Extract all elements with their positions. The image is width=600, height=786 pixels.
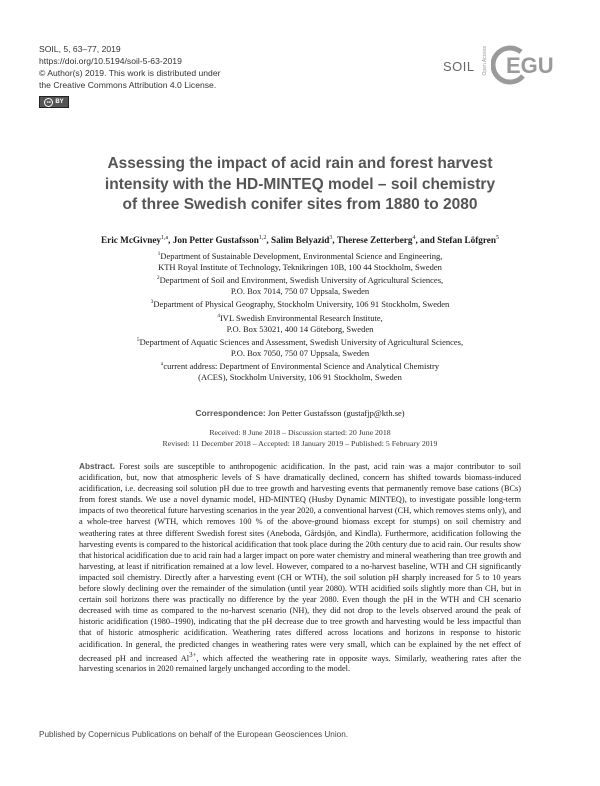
by-label: BY [55, 99, 64, 105]
author: Stefan Löfgren$^5$ [437, 235, 499, 246]
publisher-footer: Published by Copernicus Publications on behalf of the European Geosciences Union. [39, 730, 349, 739]
author: Therese Zetterberg$^4$ [336, 235, 416, 246]
abstract [79, 461, 521, 675]
affiliation-cont: P.O. Box 7014, 750 07 Uppsala, Sweden [230, 286, 370, 297]
author: Jon Petter Gustafsson$^{1,2}$ [172, 235, 267, 246]
doi-link[interactable]: https://doi.org/10.5194/soil-5-63-2019 [39, 56, 182, 66]
affiliation: $^3$Department of Physical Geography, Stockholm University, 106 91 Stockholm, Sweden [150, 299, 450, 310]
article-metadata [39, 43, 220, 91]
egu-logo-icon [491, 45, 563, 85]
title-line: of three Swedish conifer sites from 1880 to 2080 [122, 196, 478, 213]
open-access-label: Open Access [482, 46, 488, 76]
affiliations [80, 249, 520, 383]
journal-name: SOIL [443, 59, 475, 74]
affiliation: $^5$Department of Aquatic Sciences and Assessment, Swedish University of Agricultural Sciences, [136, 336, 464, 347]
abstract-label: Abstract. [79, 461, 115, 471]
title-line: intensity with the HD-MINTEQ model – soil chemistry [104, 175, 496, 193]
article-title [60, 154, 540, 216]
affiliation: $^a$current address: Department of Environmental Science and Analytical Chemistry [160, 360, 440, 371]
dates-line: Received: 8 June 2018 – Discussion started: 20 June 2018 [209, 428, 391, 437]
author: Eric McGivney$^{1,a}$ [101, 235, 169, 246]
copyright-line: © Author(s) 2019. This work is distributed under [39, 68, 221, 78]
publication-dates [60, 427, 540, 449]
dates-line: Revised: 11 December 2018 – Accepted: 18 January 2019 – Published: 5 February 2019 [162, 439, 438, 448]
affiliation: $^1$Department of Sustainable Development, Environmental Science and Engineering, [157, 250, 443, 261]
correspondence-label: Correspondence: [195, 408, 266, 418]
affiliation-cont: KTH Royal Institute of Technology, Teknikringen 10B, 100 44 Stockholm, Sweden [158, 262, 442, 273]
copyright-line: the Creative Commons Attribution 4.0 License. [39, 80, 217, 90]
journal-logo [443, 45, 563, 85]
author: Salim Belyazid$^3$ [270, 235, 333, 246]
abstract-text-end: , which affected the weathering rate in opposite ways. Similarly, weathering rates after the harvesting scenarios in 2020 remained largely unchanged according to the model. [79, 653, 521, 674]
affiliation-cont: (ACES), Stockholm University, 106 91 Stockholm, Sweden [198, 372, 402, 382]
correspondence-email[interactable]: Jon Petter Gustafsson (gustafjp@kth.se) [267, 408, 405, 418]
cc-label: cc [44, 98, 53, 107]
egu-logo-text: EGU [506, 53, 554, 78]
title-line: Assessing the impact of acid rain and forest harvest [107, 155, 493, 172]
author-list: Eric McGivney$^{1,a}$, Jon Petter Gustafsson$^{1,2}$, Salim Belyazid$^3$, Therese Zetterberg$^4$, and Stefan Löfgren$^5$ [101, 235, 499, 246]
affiliation-cont: P.O. Box 7050, 750 07 Uppsala, Sweden [230, 347, 370, 358]
citation: SOIL, 5, 63–77, 2019 [39, 44, 121, 54]
ion-charge: 3+ [189, 651, 197, 659]
affiliation-cont: P.O. Box 53021, 400 14 Göteborg, Sweden [226, 323, 374, 334]
cc-by-license-icon[interactable] [39, 96, 69, 108]
affiliation: $^2$Department of Soil and Environment, Swedish University of Agricultural Sciences, [156, 275, 444, 286]
correspondence [80, 408, 520, 418]
affiliation: $^4$IVL Swedish Environmental Research Institute, [217, 312, 383, 323]
abstract-text: Forest soils are susceptible to anthropogenic acidification. In the past, acid rain was a major contributor to soil acidification, but, now that atmospheric levels of S have dramatically declined, concern has shifted towards biomass-induced acidification, i.e. decreasing soil solution pH due to tree growth and harvesting events that permanently remove base cations (BCs) from forest stands. We use a novel dynamic model, HD-MINTEQ (Husby Dynamic MINTEQ), to investigate possible long-term impacts of two theoretical future harvesting scenarios in the year 2020, a conventional harvest (CH, which removes stems only), and a whole-tree harvest (WTH, which removes 100 % of the above-ground biomass except for stumps) on soil chemistry and weathering rates at three different Swedish forest sites (Aneboda, Gårdsjön, and Kindla). Furthermore, acidification following the harvesting events is compared to the historical acidification that took place during the 20th century due to acid rain. Our results show that historical acidification due to acid rain had a larger impact on pore water chemistry and mineral weathering than tree growth and harvesting, at least if nitrification remained at a low level. However, compared to a no-harvest baseline, WTH and CH significantly impacted soil chemistry. Directly after a harvesting event (CH or WTH), the soil solution pH sharply increased for 5 to 10 years before slowly declining over the remainder of the simulation (until year 2080). WTH acidified soils slightly more than CH, but in certain soil horizons there was practically no difference by the year 2080. Even though the pH in the WTH and CH scenario decreased with time as compared to the no-harvest scenario (NH), they did not drop to the levels observed around the peak of historic acidification (1980–1990), indicating that the pH decrease due to tree growth and harvesting would be less impactful than that of historic atmospheric acidification. Weathering rates differed across locations and horizons in response to historic acidification. In general, the predicted changes in weathering rates were very small, which can be explained by the net effect of decreased pH and increased Al [79, 462, 521, 663]
